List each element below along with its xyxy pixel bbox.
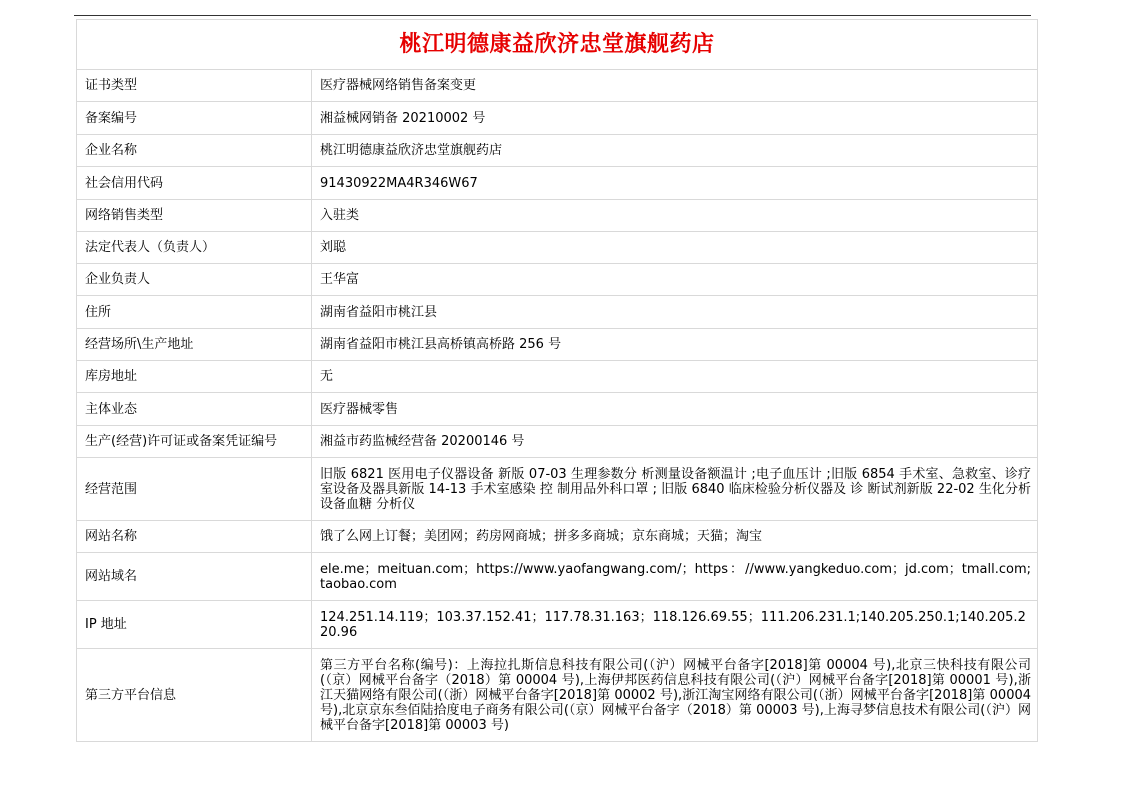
- table-row: [77, 70, 1038, 102]
- row-value-residence: 湖南省益阳市桃江县: [312, 296, 1038, 329]
- row-label-third-party-platform: 第三方平台信息: [77, 649, 312, 742]
- row-label-residence: 住所: [77, 296, 312, 329]
- row-label-filing-number: 备案编号: [77, 102, 312, 135]
- table-row: [77, 200, 1038, 232]
- table-row: [77, 361, 1038, 393]
- row-value-credit-code: 91430922MA4R346W67: [312, 167, 1038, 200]
- table-row: [77, 649, 1038, 742]
- row-label-warehouse-address: 库房地址: [77, 361, 312, 393]
- top-rule: [74, 15, 1031, 16]
- row-value-business-scope: 旧版 6821 医用电子仪器设备 新版 07-03 生理参数分 析测量设备额温计 ;电子血压计 ;旧版 6854 手术室、急救室、诊疗室设备及器具新版 14-13 手术室感染 控 制用品外科口罩 ; 旧版 6840 临床检验分析仪器及 诊 断试剂新版 22-02 生化分析设备血糖 分析仪: [312, 458, 1038, 521]
- row-label-legal-representative: 法定代表人（负责人）: [77, 232, 312, 264]
- table-row: [77, 458, 1038, 521]
- title-row: [77, 20, 1038, 70]
- table-row: [77, 135, 1038, 167]
- row-value-filing-number: 湘益械网销备 20210002 号: [312, 102, 1038, 135]
- table-row: [77, 393, 1038, 426]
- row-label-credit-code: 社会信用代码: [77, 167, 312, 200]
- row-label-business-type: 主体业态: [77, 393, 312, 426]
- document-title: 桃江明德康益欣济忠堂旗舰药店: [77, 20, 1038, 70]
- record-table: [76, 19, 1038, 742]
- row-label-business-address: 经营场所\生产地址: [77, 329, 312, 361]
- row-value-sales-type: 入驻类: [312, 200, 1038, 232]
- row-label-company-head: 企业负责人: [77, 264, 312, 296]
- row-value-company-head: 王华富: [312, 264, 1038, 296]
- row-label-license-number: 生产(经营)许可证或备案凭证编号: [77, 426, 312, 458]
- row-value-warehouse-address: 无: [312, 361, 1038, 393]
- table-row: [77, 601, 1038, 649]
- row-label-certificate-type: 证书类型: [77, 70, 312, 102]
- row-label-website-name: 网站名称: [77, 521, 312, 553]
- row-value-website-name: 饿了么网上订餐；美团网；药房网商城；拼多多商城；京东商城；天猫；淘宝: [312, 521, 1038, 553]
- row-value-business-address: 湖南省益阳市桃江县高桥镇高桥路 256 号: [312, 329, 1038, 361]
- row-label-business-scope: 经营范围: [77, 458, 312, 521]
- table-row: [77, 264, 1038, 296]
- table-row: [77, 102, 1038, 135]
- table-row: [77, 521, 1038, 553]
- row-value-license-number: 湘益市药监械经营备 20200146 号: [312, 426, 1038, 458]
- table-row: [77, 296, 1038, 329]
- row-value-company-name: 桃江明德康益欣济忠堂旗舰药店: [312, 135, 1038, 167]
- row-value-third-party-platform: 第三方平台名称(编号)：上海拉扎斯信息科技有限公司(（沪）网械平台备字[2018]第 00004 号),北京三快科技有限公司(（京）网械平台备字（2018）第 00004 号),上海伊邦医药信息科技有限公司(（沪）网械平台备字[2018]第 00001 号),浙江天猫网络有限公司(（浙）网械平台备字[2018]第 00002 号),浙江淘宝网络有限公司(（浙）网械平台备字[2018]第 00004 号),北京京东叁佰陆拾度电子商务有限公司(（京）网械平台备字（2018）第 00003 号),上海寻梦信息技术有限公司(（沪）网械平台备字[2018]第 00003 号): [312, 649, 1038, 742]
- table-row: [77, 232, 1038, 264]
- table-row: [77, 426, 1038, 458]
- row-value-business-type: 医疗器械零售: [312, 393, 1038, 426]
- row-value-certificate-type: 医疗器械网络销售备案变更: [312, 70, 1038, 102]
- row-value-legal-representative: 刘聪: [312, 232, 1038, 264]
- table-row: [77, 553, 1038, 601]
- row-value-website-domain: ele.me；meituan.com；https://www.yaofangwang.com/；https：//www.yangkeduo.com；jd.com；tmall.com;taobao.com: [312, 553, 1038, 601]
- row-value-ip-address: 124.251.14.119；103.37.152.41；117.78.31.163；118.126.69.55；111.206.231.1;140.205.250.1;140.205.220.96: [312, 601, 1038, 649]
- row-label-sales-type: 网络销售类型: [77, 200, 312, 232]
- table-row: [77, 167, 1038, 200]
- row-label-company-name: 企业名称: [77, 135, 312, 167]
- row-label-website-domain: 网站域名: [77, 553, 312, 601]
- row-label-ip-address: IP 地址: [77, 601, 312, 649]
- table-row: [77, 329, 1038, 361]
